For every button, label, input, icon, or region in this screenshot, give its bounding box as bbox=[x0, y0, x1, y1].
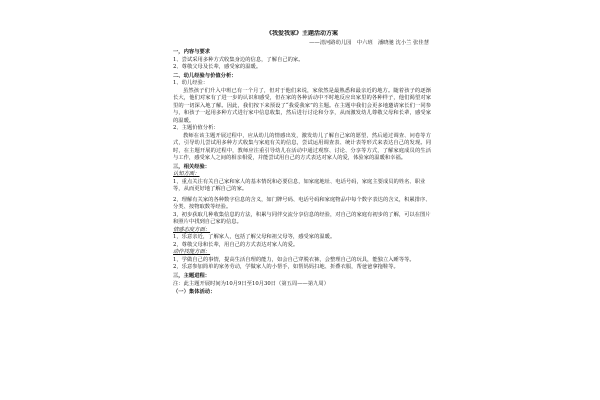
subheading-group-activities: （一）集体活动： bbox=[173, 289, 216, 296]
list-item: 1，乐意亲近，了解家人，包括了解父母和祖父母等，感受家的温暖。 bbox=[173, 234, 336, 241]
schedule-note: 注：此主题开展时间为10月9日至10月30日（第五周——第九周） bbox=[173, 280, 330, 287]
list-item: 2，乐意参加简单的家务劳动，学做家人的小帮手，如帮妈妈扫地、折叠衣服，帮爸爸拿拖鞋等。 bbox=[173, 264, 399, 271]
paragraph-experience: 虽然孩子们升入中班已有一个月了，但对于他们来说，家依然是最熟悉和最亲近的地方。随着孩子的逐渐长大，他们对家有了进一步的认识和感受，但在家的各种活动中不时地反应出家里的各种样子，他们渴望对家里的一切深入地了解。因此，我们按下来预设了“我爱我家”的主题。在主题中我们会更多地邀请家长们一同参与，和孩子一起用多种方式进行家中信息收集，然后进行讨论和分享，从而激发幼儿尊敬父母和长辈，感受家的温暖。 bbox=[173, 87, 431, 124]
subheading-value: 2、主题价值分析： bbox=[173, 125, 219, 132]
list-item: 2、尊敬父母及长辈，感受家的温暖。 bbox=[173, 64, 262, 71]
document-page bbox=[173, 30, 431, 400]
section-heading-related-experience: 三，相关经验： bbox=[173, 163, 211, 170]
list-item: 2，尊敬父母和长辈，用自己的方式表达对家人的爱。 bbox=[173, 241, 299, 248]
list-item: 1，重点关注有关自己家和家人的基本情况和必要信息，如家庭地址、电话号码，家庭主要成员的姓名、职业等，从而更好地了解自己的家。 bbox=[173, 178, 426, 193]
subheading-cognition: 认知方面： bbox=[173, 171, 200, 178]
subheading-experience: 1、幼儿经验： bbox=[173, 80, 209, 87]
section-heading-progress: 三，主题进程： bbox=[173, 272, 211, 279]
list-item: 1、尝试采用多种方式收集身边的信息，了解自己的家。 bbox=[173, 56, 304, 63]
list-item: 3，初步获取几种收集信息的方法，积累与同伴交流分享信息的经验，对自己的家庭有初步的了解，可以在图片和照片中找到自己家的信息。 bbox=[173, 211, 431, 226]
subheading-motor-skills: 动作技能方面： bbox=[173, 249, 211, 256]
section-heading-content: 一，内容与要求 bbox=[173, 49, 211, 56]
list-item: 2，理解有关家的各种数字信息的含义，如门牌号码、电话号码和家庭物品中每个数字表达的含义，积累排序、分类、按物取数等经验。 bbox=[173, 196, 431, 211]
list-item: 1，学做自己的事情，提高生活自理的能力，如会自己穿脱衣裤，会整理自己的玩具，能独立入睡等等。 bbox=[173, 256, 415, 263]
paragraph-value: 教师在该主题开展过程中，应从幼儿的情感出发，激发幼儿了解自己家的愿望，然后通过调查、问卷等方式，引导幼儿尝试用多种方式收集与家庭有关的信息，尝试运用调查表、统计表等形式来表达自己的发现。同时，在主题开展的过程中，教师应注重引导幼儿在活动中通过观察、讨论、分享等方式，了解家庭成员的生活与工作，感受家人之间的相亲相爱，并能尝试用自己的方式表达对家人的爱，体验家的温暖和幸福。 bbox=[173, 132, 431, 162]
document-title: 《我爱我家》主题活动方案 bbox=[265, 30, 338, 37]
document-byline: ——清河路幼儿园 中六班 潘晓驰 沈小兰 张佳慧 bbox=[309, 39, 429, 46]
subheading-emotion: 情感态度方面： bbox=[173, 226, 211, 233]
section-heading-analysis: 二、幼儿经验与价值分析： bbox=[173, 72, 237, 79]
